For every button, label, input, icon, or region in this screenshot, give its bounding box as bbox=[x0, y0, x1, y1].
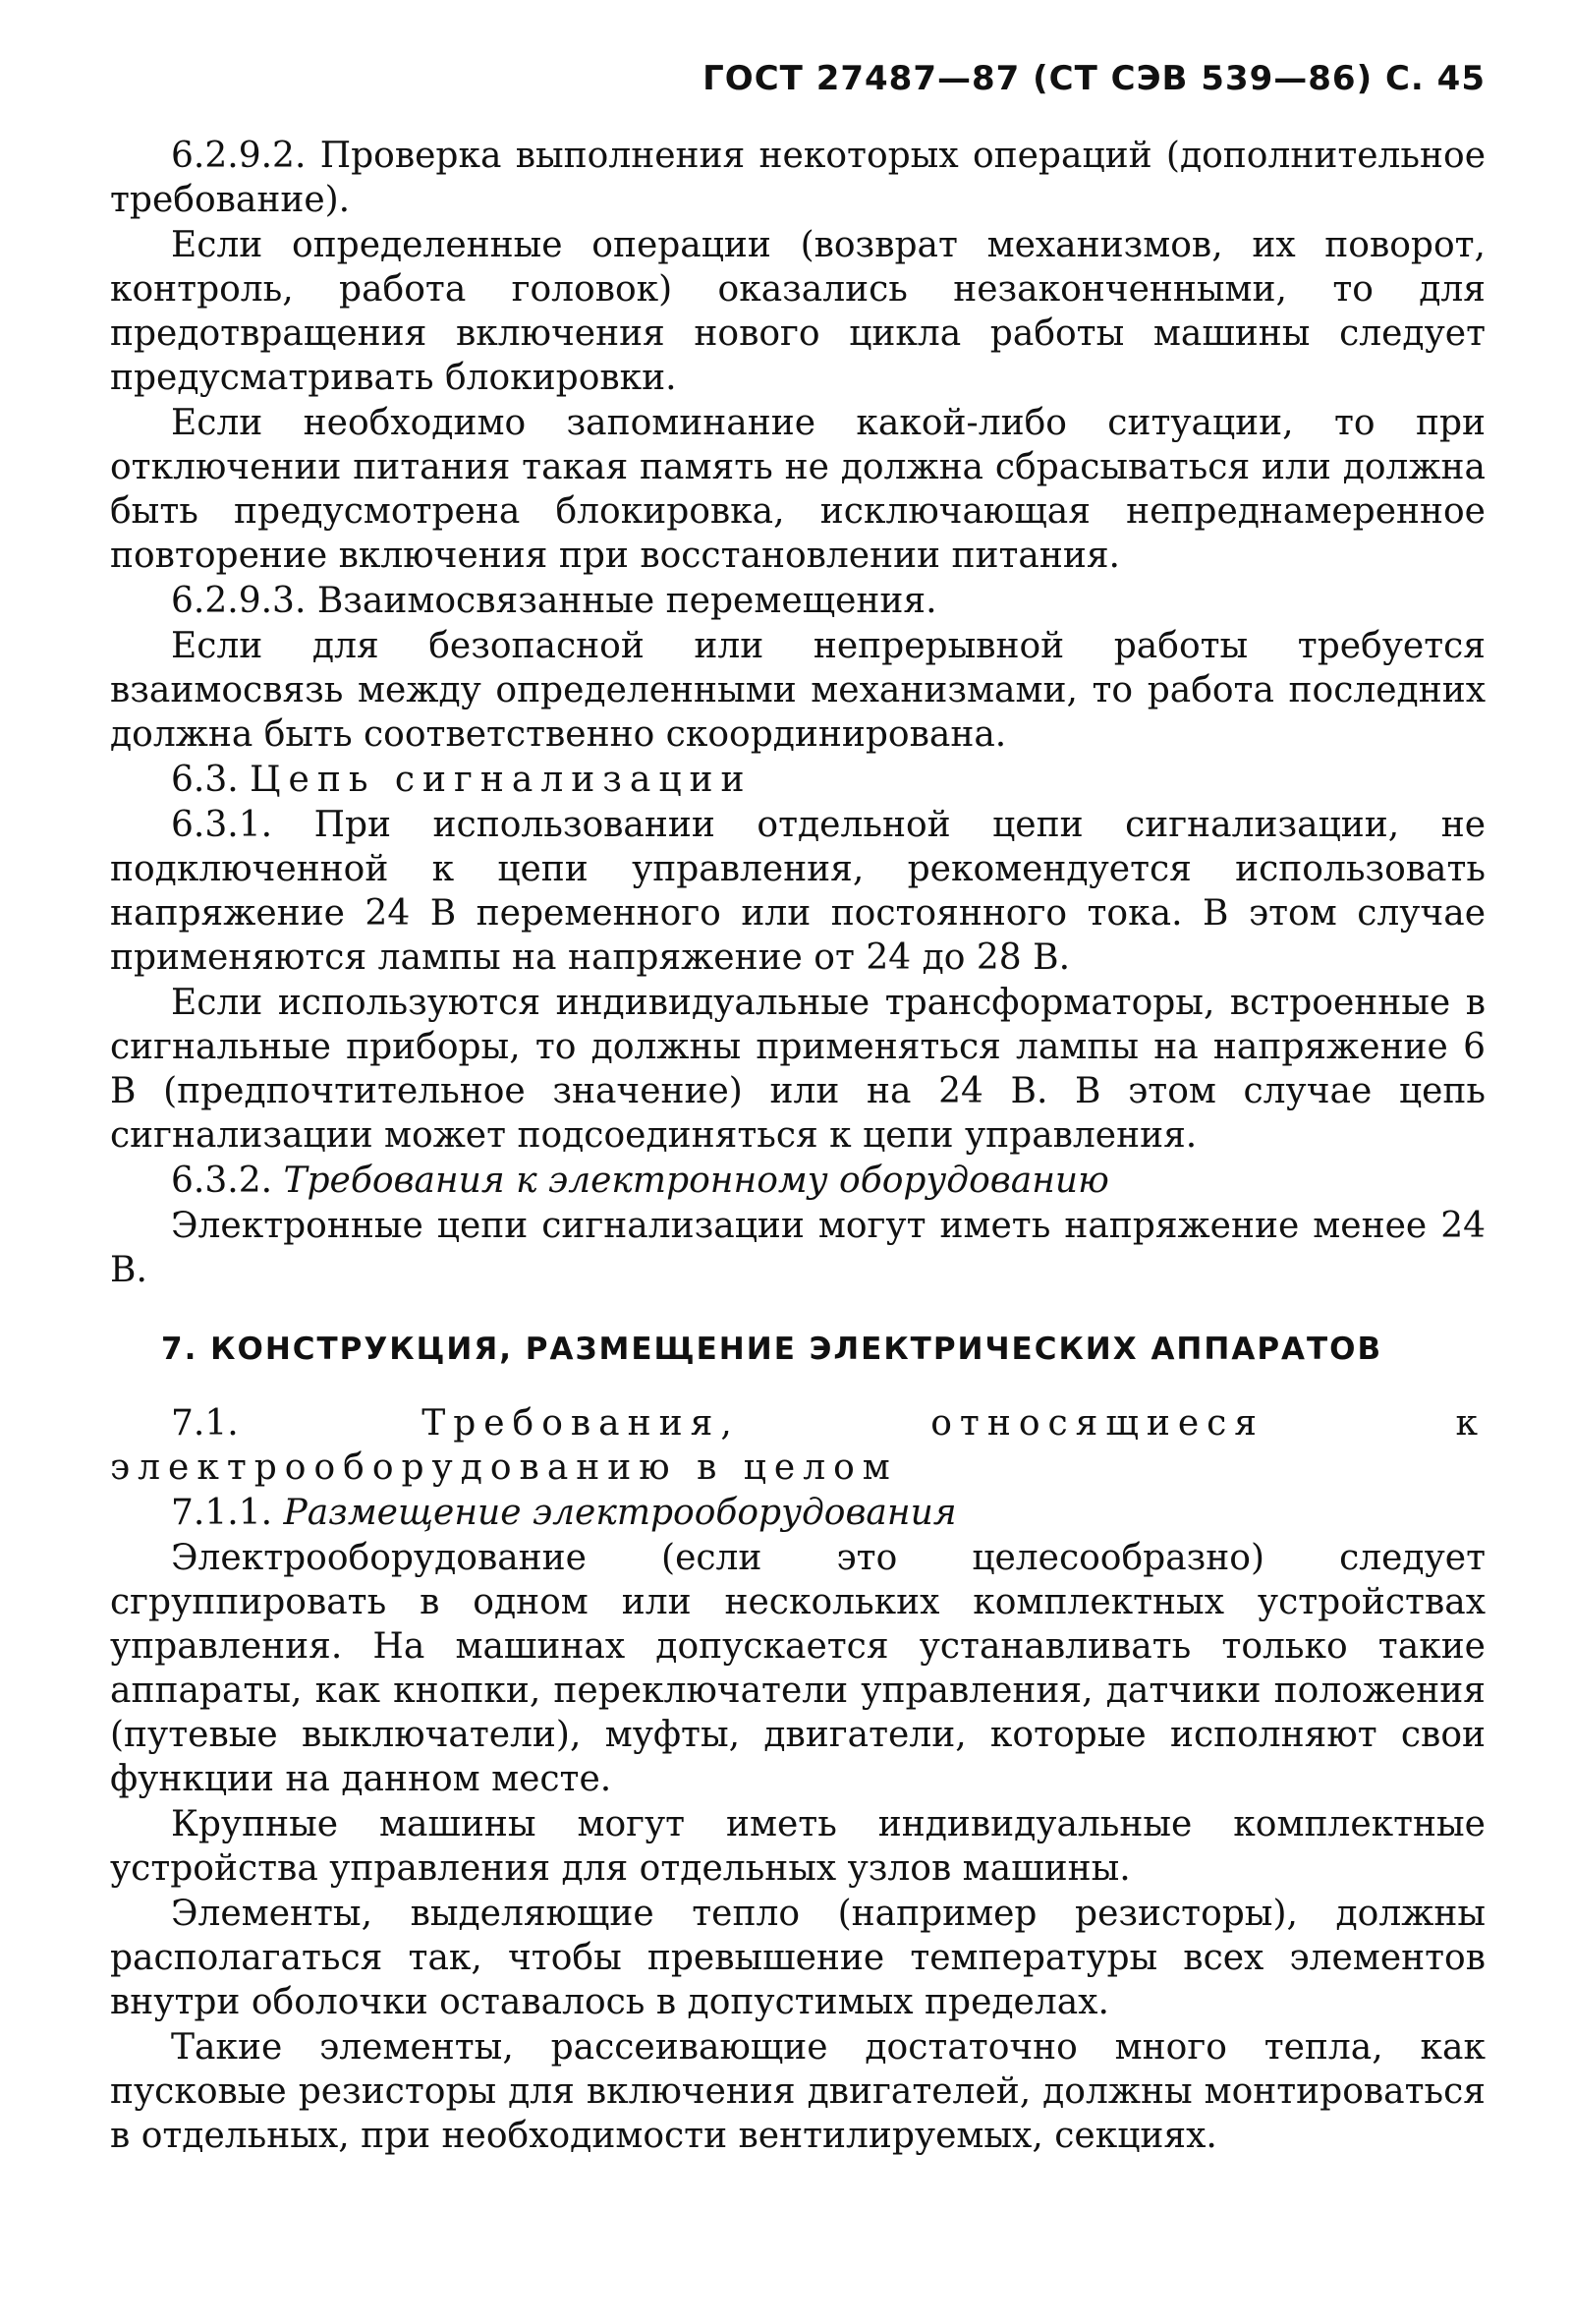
heading-6-3-number: 6.3. bbox=[171, 760, 239, 800]
paragraph-6-2-9-3-a: Если для безопасной или непрерывной работы требуется взаимосвязь между определенными механизмами, то работа последних должна быть соответственно скоординирована. bbox=[110, 626, 1486, 755]
document-body bbox=[110, 134, 1486, 2158]
heading-7-1-1-number: 7.1.1. bbox=[171, 1493, 273, 1533]
paragraph-6-2-9-2-b: Если необходимо запоминание какой-либо ситуации, то при отключении питания такая память не должна сбрасываться или должна быть предусмотрена блокировка, исключающая непреднамеренное повторение включения при восстановлении питания. bbox=[110, 403, 1486, 576]
heading-6-3-2-number: 6.3.2. bbox=[171, 1161, 273, 1201]
running-header: ГОСТ 27487—87 (СТ СЭВ 539—86) С. 45 bbox=[702, 59, 1486, 98]
paragraph-7-1-1-b: Крупные машины могут иметь индивидуальные комплектные устройства управления для отдельных узлов машины. bbox=[110, 1804, 1486, 1889]
paragraph-7-1-1-d: Такие элементы, рассеивающие достаточно много тепла, как пусковые резисторы для включения двигателей, должны монтироваться в отдельных, при необходимости вентилируемых, секциях. bbox=[110, 2027, 1486, 2156]
heading-7-1-title: Требования, относящиеся к электрооборудованию в целом bbox=[110, 1403, 1486, 1488]
section-7-title: 7. КОНСТРУКЦИЯ, РАЗМЕЩЕНИЕ ЭЛЕКТРИЧЕСКИХ АППАРАТОВ bbox=[161, 1332, 1383, 1367]
paragraph-6-3-1: 6.3.1. При использовании отдельной цепи сигнализации, не подключенной к цепи управления, рекомендуется использовать напряжение 24 В переменного или постоянного тока. В этом случае применяются лампы на напряжение от 24 до 28 В. bbox=[110, 805, 1486, 978]
paragraph-7-1-1-c: Элементы, выделяющие тепло (например резисторы), должны располагаться так, чтобы превышение температуры всех элементов внутри оболочки оставалось в допустимых пределах. bbox=[110, 1894, 1486, 2022]
document-page bbox=[110, 59, 1486, 2159]
heading-6-3-2-title: Требования к электронному оборудованию bbox=[283, 1161, 1109, 1201]
heading-6-3-title: Цепь сигнализации bbox=[250, 760, 753, 800]
heading-7-1 bbox=[110, 1401, 1486, 1490]
heading-7-1-1 bbox=[110, 1491, 1486, 1535]
paragraph-6-2-9-3: 6.2.9.3. Взаимосвязанные перемещения. bbox=[171, 581, 937, 621]
heading-6-3 bbox=[110, 758, 1486, 802]
paragraph-6-3-1-a: Если используются индивидуальные трансформаторы, встроенные в сигнальные приборы, то должны применяться лампы на напряжение 6 В (предпочтительное значение) или на 24 В. В этом случае цепь сигнализации может подсоединяться к цепи управления. bbox=[110, 983, 1486, 1156]
heading-7-1-1-title: Размещение электрооборудования bbox=[283, 1493, 957, 1533]
heading-6-3-2 bbox=[110, 1159, 1486, 1203]
paragraph-7-1-1-a: Электрооборудование (если это целесообразно) следует сгруппировать в одном или нескольких комплектных устройствах управления. На машинах допускается устанавливать только такие аппараты, как кнопки, переключатели управления, датчики положения (путевые выключатели), муфты, двигатели, которые исполняют свои функции на данном месте. bbox=[110, 1538, 1486, 1799]
paragraph-6-2-9-2: 6.2.9.2. Проверка выполнения некоторых операций (дополнительное требование). bbox=[110, 136, 1486, 220]
paragraph-6-3-2-a: Электронные цепи сигнализации могут иметь напряжение менее 24 В. bbox=[110, 1206, 1486, 1290]
heading-7-1-number: 7.1. bbox=[171, 1403, 239, 1444]
paragraph-6-2-9-2-a: Если определенные операции (возврат механизмов, их поворот, контроль, работа головок) оказались незаконченными, то для предотвращения включения нового цикла работы машины следует предусматривать блокировки. bbox=[110, 225, 1486, 398]
